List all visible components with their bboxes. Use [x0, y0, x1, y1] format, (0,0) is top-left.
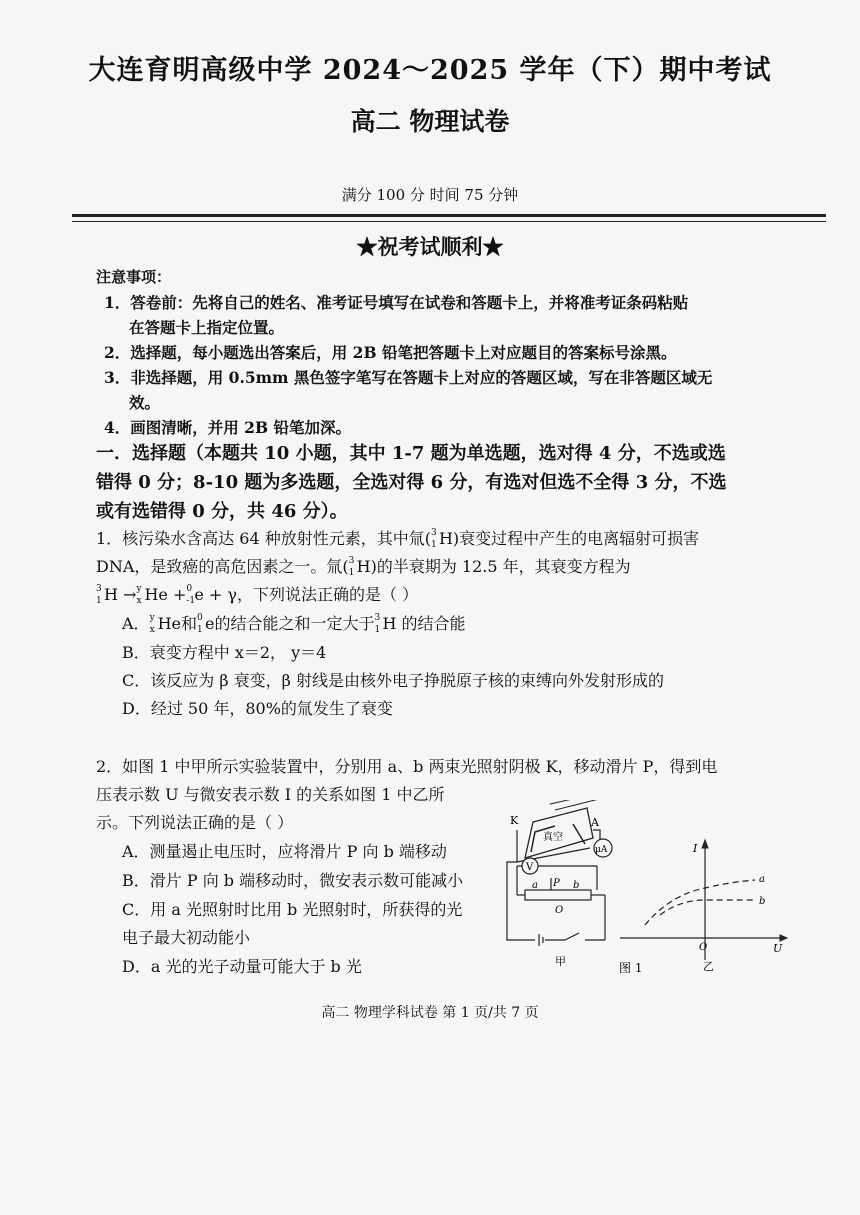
good-luck-banner: ★祝考试顺利★ [356, 234, 504, 259]
curve-a [645, 880, 755, 925]
q1-option-a: A． y x He和 0 1 e的结合能之和一定大于 3 1 H 的结合能 [122, 612, 466, 635]
note-item: 1．答卷前：先将自己的姓名、准考证号填写在试卷和答题卡上，并将准考证条码粘贴 [104, 293, 689, 312]
q2-option-d: D．a 光的光子动量可能大于 b 光 [122, 957, 362, 976]
figure-1 [495, 800, 795, 990]
voltmeter-label: V [526, 862, 534, 873]
microammeter-label: μA [595, 845, 608, 855]
q2-stem: 示。下列说法正确的是（ ） [96, 813, 294, 832]
note-item: 3．非选择题，用 0.5mm 黑色签字笔写在答题卡上对应的答题区域，写在非答题区域无 [104, 368, 713, 387]
exam-meta: 满分 100 分 时间 75 分钟 [341, 186, 519, 204]
i-axis-label: I [693, 842, 698, 855]
q1-option-b: B．衰变方程中 x＝2， y＝4 [122, 643, 327, 662]
q2-option-a: A．测量遏止电压时，应将滑片 P 向 b 端移动 [122, 842, 447, 861]
section-instructions: 或有选错得 0 分，共 46 分）。 [96, 501, 348, 522]
origin-label: O [699, 942, 708, 953]
note-item: 4．画图清晰，并用 2B 铅笔加深。 [104, 418, 351, 437]
midpoint-o-label: O [555, 905, 564, 916]
section-instructions: 一．选择题（本题共 10 小题，其中 1-7 题为单选题，选对得 4 分，不选或选 [96, 443, 726, 464]
curve-b-label: b [759, 896, 766, 907]
q1-stem: DNA，是致癌的高危因素之一。氚( 3 1 H)的半衰期为 12.5 年，其衰变方程为 [96, 555, 631, 578]
note-item: 效。 [129, 393, 161, 412]
exam-subtitle: 高二 物理试卷 [350, 107, 510, 136]
divider-thin [72, 221, 826, 222]
vacuum-label: 真空 [543, 832, 563, 843]
note-item: 在答题卡上指定位置。 [129, 318, 285, 337]
page-footer: 高二 物理学科试卷 第 1 页/共 7 页 [321, 1005, 539, 1021]
q1-stem: 1．核污染水含高达 64 种放射性元素，其中氚( 3 1 H)衰变过程中产生的电离辐射可损害 [96, 527, 700, 550]
curve-b [660, 900, 755, 915]
terminal-b-label: b [573, 880, 580, 891]
section-instructions: 错得 0 分；8-10 题为多选题，全选对得 6 分，有选对但选不全得 3 分，不选 [96, 472, 727, 493]
u-axis-label: U [773, 942, 783, 955]
cathode-label: K [510, 814, 519, 827]
q2-stem: 压表示数 U 与微安表示数 I 的关系如图 1 中乙所 [96, 785, 445, 804]
q1-option-d: D．经过 50 年，80%的氚发生了衰变 [122, 699, 393, 718]
figure-label: 图 1 [619, 961, 643, 975]
u-axis-arrow [780, 935, 787, 941]
q2-option-c: C．用 a 光照射时比用 b 光照射时，所获得的光 [122, 900, 463, 919]
curve-a-label: a [759, 874, 765, 885]
divider-thick [72, 214, 826, 217]
terminal-a-label: a [532, 880, 538, 891]
anode-label: A [591, 816, 599, 829]
yi-label: 乙 [703, 960, 714, 973]
phototube [525, 800, 599, 858]
note-item: 2．选择题，每小题选出答案后，用 2B 铅笔把答题卡上对应题目的答案标号涂黑。 [104, 343, 677, 362]
q1-option-c: C．该反应为 β 衰变，β 射线是由核外电子挣脱原子核的束缚向外发射形成的 [122, 671, 665, 690]
q2-stem: 2．如图 1 中甲所示实验装置中，分别用 a、b 两束光照射阴极 K，移动滑片 P，得到电 [96, 757, 718, 776]
notes-heading: 注意事项： [96, 268, 172, 286]
slider-p-label: P [553, 878, 560, 889]
q2-option-c-cont: 电子最大初动能小 [122, 928, 251, 947]
i-axis-arrow [702, 840, 708, 848]
q1-equation: 3 1 H → y x He + 0 -1 e + γ，下列说法正确的是（ ） [96, 583, 419, 606]
jia-label: 甲 [555, 955, 566, 968]
exam-title: 大连育明高级中学 2024～2025 学年（下）期中考试 [88, 55, 772, 86]
q2-option-b: B．滑片 P 向 b 端移动时，微安表示数可能减小 [122, 871, 464, 890]
